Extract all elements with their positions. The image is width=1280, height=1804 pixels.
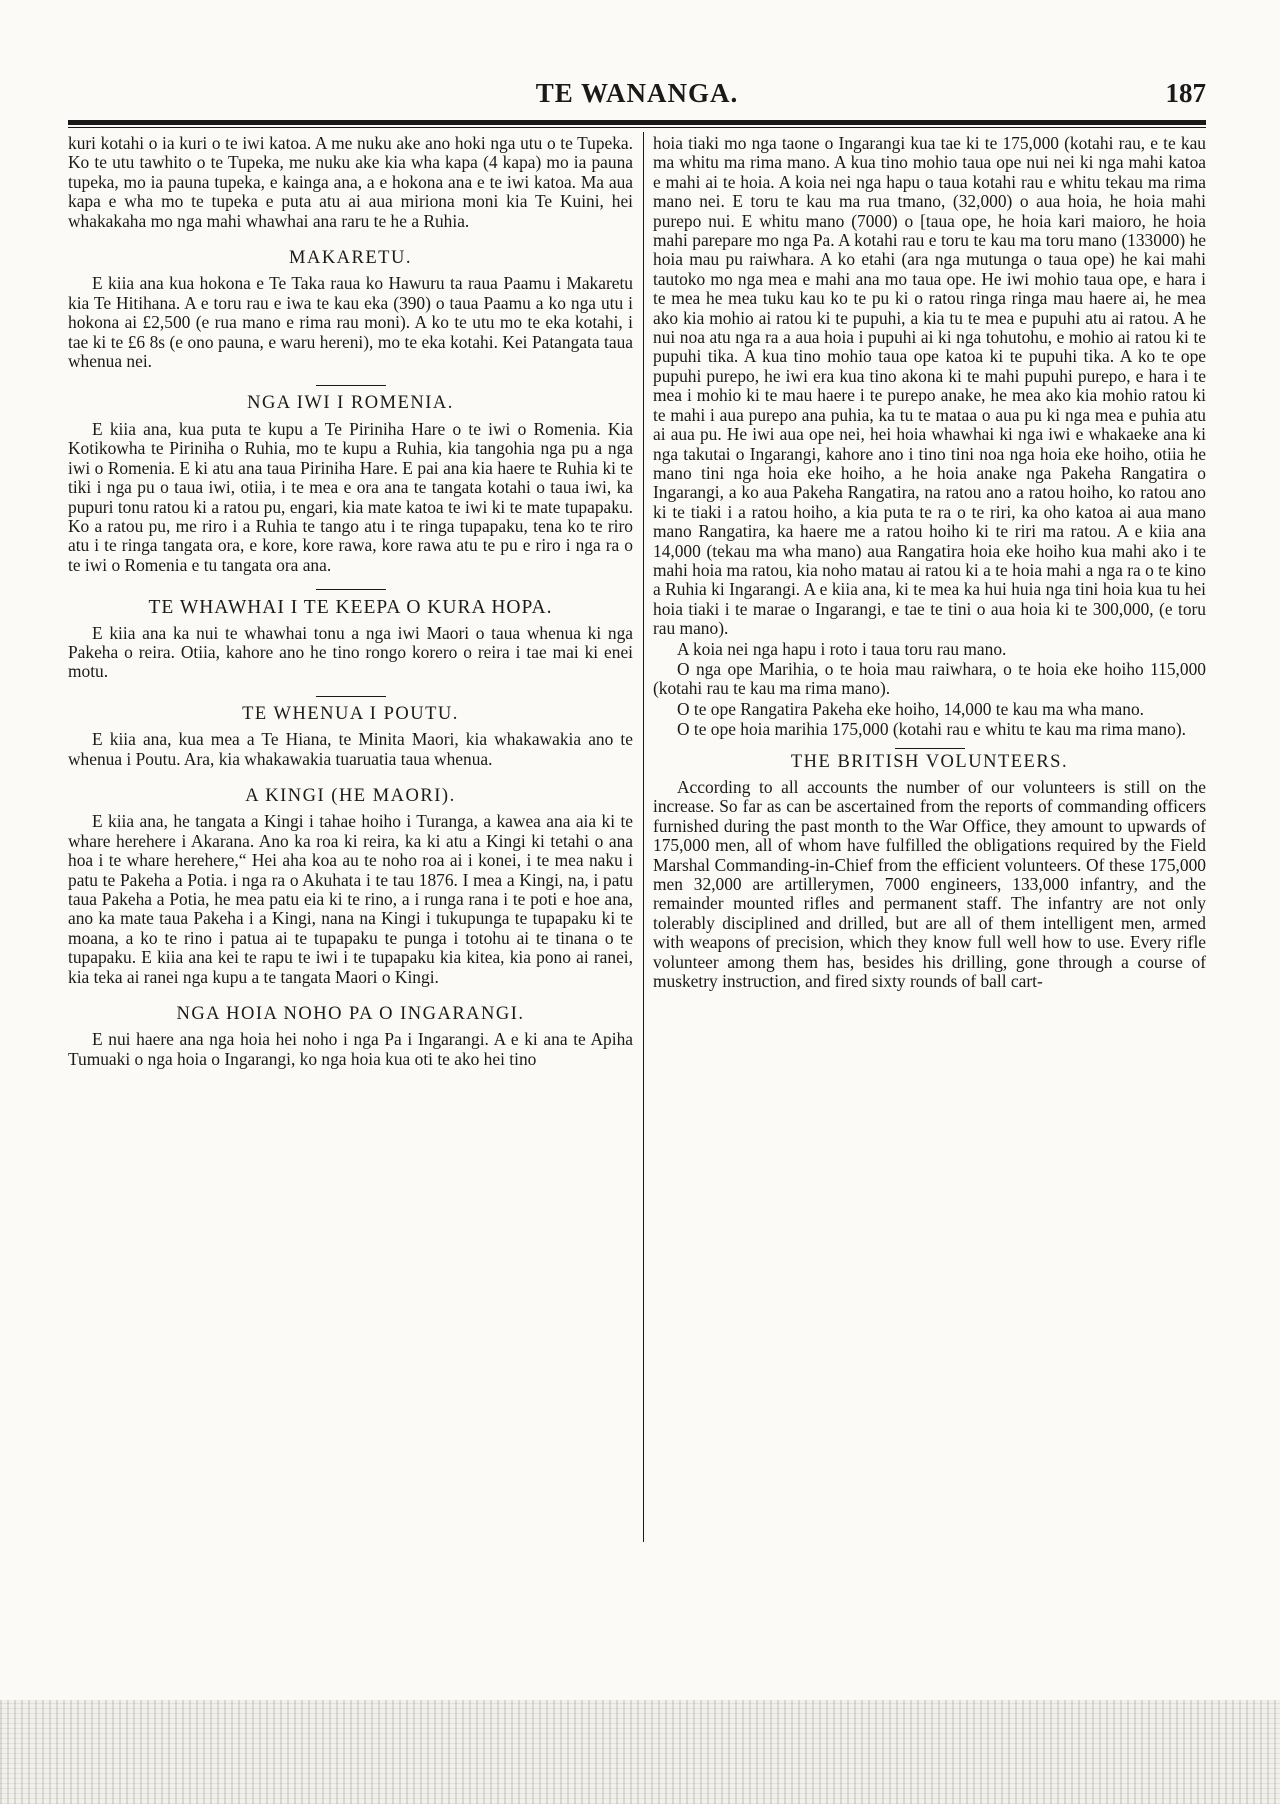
hoia-paragraph: E nui haere ana nga hoia hei noho i nga Pa i Ingarangi. A e ki ana te Apiha Tumuaki o nga hoia o Ingarangi, ko nga hoia kua oti te ako hei tino: [68, 1029, 633, 1069]
header-rule-thick: [68, 120, 1206, 125]
heading-romenia: NGA IWI I ROMENIA.: [247, 393, 454, 414]
hoia-marihia-paragraph: O nga ope Marihia, o te hoia mau raiwhara, o te hoia eke hoiho 115,000 (kotahi rau te kau ma rima mano).: [653, 658, 1206, 699]
hoia-summary-paragraph: A koia nei nga hapu i roto i taua toru rau mano.: [677, 638, 1007, 659]
hoia-total-paragraph: O te ope hoia marihia 175,000 (kotahi rau e whitu te kau ma rima mano).: [677, 719, 1187, 740]
heading-kura-hopa: TE WHAWHAI I TE KEEPA O KURA HOPA.: [148, 597, 553, 619]
hoia-continued-paragraph: hoia tiaki mo nga taone o Ingarangi kua tae ki te 175,000 (kotahi rau, e te kau ma whitu ma rima mano. A kua tino mohio taua ope nui nei ki nga mahi katoa e mahi ai te hoia. A koia nei nga hapu o taua kotahi rau e whitu tekau ma rima mano nei. E toru te kau ma rua tmano, (32,000) o aua hoia, he hoia mahi purepo nui. E whitu mano (7000) o [taua ope, he hoia kari maioro, he hoia mahi parepare mo nga Pa. A kotahi rau e toru te kau ma toru mano (133000) he hoia mau pu raiwhara. A ko etahi (ara nga mutunga o taua ope) he kai mahi tautoko mo nga mea e mahi ana mo taua ope. He iwi mohio taua ope, e hara i te mea he mea tuku kau ko te pu ki o ratou ringa ringa mau haere ai, he mea ako kia mohio ai ratou ki te pupuhi, a kia tu te mea e pupuhi atu ai ratou. A he nui noa atu nga ra a aua hoia i pupuhi ai ki nga tohutohu, e mohio ai ratou ki te pupuhi tika. A kua tino mohio taua ope katoa ki te pupuhi tika. A ko te ope pupuhi purepo, he iwi era kua tino akona ki te mahi pupuhi purepo, e hara i te mea i mohio ki te mau haere i te purepo anake, he mea ako kia mohio ratou ki te mahi i aua purepo ana puhia, ka tu te mataa o aua pu ki nga mea e puhia atu ai aua pu. He iwi aua ope nei, hei hoia whawhai ki nga iwi e whakaeke ana ki nga takutai o Ingarangi, kahore ano i tino tini noa nga hoia eke hoiho, otiia he mano tini nga hoia eke hoiho, a he hoia anake nga Pakeha Rangatira o Ingarangi, a ko aua Pakeha Rangatira, na ratou ano a ratou hoiho, ko ratou ano ki te tiaki i a ratou hoiho, a kia puta te ra o te riri, ka oho katoa ai aua mano mano Rangatira, ka haere me a ratou hoiho ki te riri ma ratou. A e kiia ana 14,000 (tekau ma wha mano) aua Rangatira hoia eke hoiho kua mahi ako i te mahi hoia ma ratou, kia noho matau ai ratou ki a te hoia mahi a nga ra o te kino a Ruhia ki Ingarangi. A e kiia ana, ki te mea ka hui huia nga tini hoia kua tu hei hoia tiaki i te marae o Ingarangi, e tae te tini o aua hoia ki te 300,000, (e toru rau mano).: [653, 133, 1206, 639]
heading-kingi: A KINGI (HE MAORI).: [245, 785, 456, 806]
section-rule: [895, 748, 965, 749]
section-rule: [316, 696, 386, 697]
kingi-paragraph: E kiia ana, he tangata a Kingi i tahae hoiho i Turanga, a kawea ana aia ki te whare herehere i Akarana. Ano ka roa ki reira, ka ki atu a Kingi ki tetahi o ana hoa i te whare herehere,“ Hei aha koa au te noho roa ai i konei, i te mea naku i patu te Pakeha a Potia. i nga ra o Akuhata i te tau 1876. I mea a Kingi, na, i patu taua Pakeha a Potia, he mea patu eia ki te rino, a i runga rana i te poti e hoe ana, ano ka mate taua Pakeha i a Kingi, nana na Kingi i tukupunga te tupapaku ki te moana, a ko te rino i patua ai te tupapaku te punga i totohu ai te tinana o te tupapaku. E kiia ana kei te rapu te iwi i te tupapaku kia kitea, kia pono ai ranei, kia teka ai ranei nga kupu a te tangata Maori o Kingi.: [68, 811, 633, 987]
left-column: [68, 134, 633, 1069]
kura-hopa-paragraph: E kiia ana ka nui te whawhai tonu a nga iwi Maori o taua whenua ki nga Pakeha o reira. Otiia, kahore ano he tino rongo korero o reira i tae mai ki enei motu.: [68, 622, 633, 682]
intro-paragraph: kuri kotahi o ia kuri o te iwi katoa. A me nuku ake ano hoki nga utu o te Tupeka. Ko te utu tawhito o te Tupeka, me nuku ake kia wha kapa (4 kapa) mo ia pauna tupeka, mo ia pauna tupeka, e kainga ana, a e hokona ana e te iwi katoa. Ma aua kapa e wha mo te tupeka e puta atu ai aua miriona moni kia Te Kuini, hei whakakaha mo nga mahi whawhai ana raru te he a Ruhia.: [68, 133, 633, 231]
header-rule-thin: [68, 127, 1206, 128]
page-number: 187: [1165, 78, 1206, 108]
right-column: [653, 134, 1206, 991]
heading-volunteers: THE BRITISH VOLUNTEERS.: [790, 751, 1069, 772]
poutu-paragraph: E kiia ana, kua mea a Te Hiana, te Minita Maori, kia whakawakia ano te whenua i Poutu. Ara, kia whakawakia tuaruatia taua whenua.: [68, 729, 633, 769]
hoia-rangatira-paragraph: O te ope Rangatira Pakeha eke hoiho, 14,000 te kau ma wha mano.: [677, 698, 1144, 719]
page-header: [68, 78, 1206, 118]
section-rule: [316, 385, 386, 386]
column-divider: [643, 132, 644, 1542]
heading-makaretu: MAKARETU.: [289, 248, 412, 269]
heading-hoia: NGA HOIA NOHO PA O INGARANGI.: [176, 1004, 525, 1025]
volunteers-paragraph: According to all accounts the number of our volunteers is still on the increase. So far as can be ascertained from the reports of commanding officers furnished during the past month to the War Office, they amount to upwards of 175,000 men, all of whom have fulfilled the obligations required by the Field Marshal Commanding-in-Chief from the efficient volunteers. Of these 175,000 men 32,000 are artillerymen, 7000 engineers, 133,000 infantry, and the remainder mounted rifles and permanent staff. The infantry are not only tolerably disciplined and drilled, but are all of them intelligent men, armed with weapons of precision, which they know full well how to use. Every rifle volunteer among them has, besides his drilling, gone through a course of musketry instruction, and fired sixty rounds of ball cart-: [653, 777, 1206, 992]
section-rule: [316, 589, 386, 590]
scan-noise-band: [0, 1700, 1280, 1804]
heading-poutu: TE WHENUA I POUTU.: [242, 703, 459, 724]
romenia-paragraph: E kiia ana, kua puta te kupu a Te Piriniha Hare o te iwi o Romenia. Kia Kotikowha te Piriniha o Ruhia, mo te kupu a Ruhia, kia tangohia nga pu a nga iwi o Romenia. E ki atu ana taua Piriniha Hare. E pai ana kia haere te Ruhia ki te tiki i nga pu o taua iwi, otiia, i te mea e ora ana te tangata kotahi o taua iwi, ka pupuri tonu ratou ki a ratou pu, engari, kia mate katoa te iwi ki te mate tupapaku. Ko a ratou pu, me riro i a Ruhia te tango atu i te ringa tupapaku, tena ko te riro atu i te ringa tangata ora, e kore, kore rawa, kore rawa atu te pu e riro i nga ra o te iwi o Romenia e tu tangata ora ana.: [68, 418, 633, 575]
masthead-title: TE WANANGA.: [535, 78, 739, 108]
makaretu-paragraph: E kiia ana kua hokona e Te Taka raua ko Hawuru ta raua Paamu i Makaretu kia Te Hitihana. A e toru rau e iwa te kau eka (390) o taua Paamu a ko nga utu i hokona ai £2,500 (e rua mano e rima rau moni). A ko te utu mo te eka kotahi, i tae ki te £6 8s (e ono pauna, e waru hereni), mo te eka kotahi. Kei Patangata taua whenua nei.: [68, 273, 633, 372]
